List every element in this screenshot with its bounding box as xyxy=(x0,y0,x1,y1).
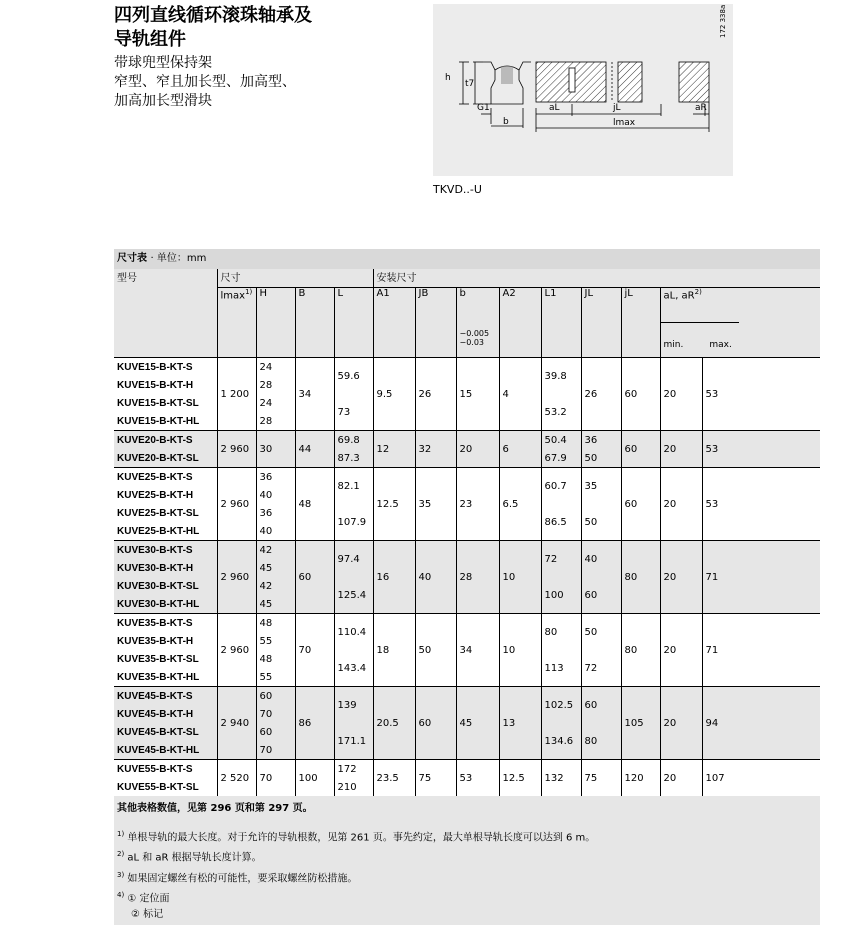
cell-model: KUVE15-B-KT-H xyxy=(117,379,194,391)
drawing-code: 172 338a xyxy=(719,4,727,38)
cell-l: 210 xyxy=(334,778,373,796)
cell-l1: 67.9 xyxy=(541,449,581,468)
cell-l: 110.4 xyxy=(334,614,373,651)
cell-l: 125.4 xyxy=(334,577,373,614)
table-body xyxy=(114,358,820,797)
cell-h: 24 xyxy=(256,394,295,412)
b-tol-upper: −0.005 xyxy=(459,329,490,338)
cell-l1: 132 xyxy=(541,760,581,797)
drawing-svg xyxy=(433,4,733,176)
cell-l1: 80 xyxy=(541,614,581,651)
cell-l: 172 xyxy=(334,760,373,779)
dimension-table-grid xyxy=(114,269,820,796)
cell-model: KUVE35-B-KT-SL xyxy=(117,653,199,665)
cell-jl-lower: 60 xyxy=(621,358,660,431)
cell-b-width: 100 xyxy=(295,760,334,797)
note-item: $^{4)}$ ① 定位面 xyxy=(117,890,170,905)
cell-a1: 18 xyxy=(373,614,415,687)
cell-model: KUVE55-B-KT-S xyxy=(114,760,217,779)
note-item: ② 标记 xyxy=(131,909,164,921)
cell-b: 34 xyxy=(456,614,499,687)
col-header-model: 型号 xyxy=(117,273,137,284)
cell-h: 45 xyxy=(256,559,295,577)
cell-l1: 100 xyxy=(541,577,581,614)
cell-model: KUVE55-B-KT-SL xyxy=(117,781,199,793)
cell-b: 15 xyxy=(456,358,499,431)
cell-l: 107.9 xyxy=(334,504,373,541)
cell-model: KUVE35-B-KT-H xyxy=(117,635,194,647)
col-header-jl-lower: jL xyxy=(621,288,660,358)
cell-jb: 35 xyxy=(415,468,456,541)
cell-b: 45 xyxy=(456,687,499,760)
cell-max: 71 xyxy=(702,614,820,687)
col-header-al-ar: aL, $aR^{2)}$ min. max. xyxy=(660,288,820,358)
cell-model: KUVE15-B-KT-SL xyxy=(117,397,199,409)
cell-lmax: 2 960 xyxy=(217,614,256,687)
cell-lmax: 2 520 xyxy=(217,760,256,797)
cell-h: 60 xyxy=(256,723,295,741)
cell-b-width: 48 xyxy=(295,468,334,541)
cell-l: 87.3 xyxy=(334,449,373,468)
cell-jl-upper: 80 xyxy=(581,723,621,760)
cell-l1: 60.7 xyxy=(541,468,581,505)
note-item: $^{3)}$ 如果固定螺丝有松的可能性，要采取螺丝防松措施。 xyxy=(117,870,358,884)
cell-jl-lower: 120 xyxy=(621,760,660,797)
cell-min: 20 xyxy=(660,431,702,468)
cell-a2: 10 xyxy=(499,541,541,614)
table-row xyxy=(114,614,820,633)
dimension-table xyxy=(114,249,820,925)
cell-l: 97.4 xyxy=(334,541,373,578)
cell-model: KUVE45-B-KT-S xyxy=(114,687,217,706)
dim-label-b: b xyxy=(503,117,509,127)
technical-drawing xyxy=(433,4,733,176)
cell-a2: 13 xyxy=(499,687,541,760)
cell-b: 53 xyxy=(456,760,499,797)
col-header-a1: A1 xyxy=(373,288,415,358)
cell-jl-lower: 60 xyxy=(621,431,660,468)
table-footer: 其他表格数值，见第 296 页和第 297 页。 xyxy=(114,796,820,820)
cell-h: 40 xyxy=(256,522,295,541)
cell-h: 30 xyxy=(256,431,295,468)
cell-model: KUVE20-B-KT-S xyxy=(114,431,217,450)
dim-label-t7: t7 xyxy=(465,79,475,89)
table-row xyxy=(114,760,820,779)
cell-jl-upper: 35 xyxy=(581,468,621,505)
cell-l1: 53.2 xyxy=(541,394,581,431)
cell-jb: 32 xyxy=(415,431,456,468)
cell-h: 40 xyxy=(256,486,295,504)
cell-jb: 26 xyxy=(415,358,456,431)
cell-jl-upper: 60 xyxy=(581,687,621,724)
table-title: 尺寸表 · 单位：mm xyxy=(114,249,820,269)
cell-a1: 12 xyxy=(373,431,415,468)
cell-b-width: 60 xyxy=(295,541,334,614)
cell-max: 53 xyxy=(702,468,820,541)
cell-jl-upper: 72 xyxy=(581,650,621,687)
col-header-min: min. xyxy=(663,340,684,350)
cell-model: KUVE45-B-KT-H xyxy=(117,708,194,720)
cell-h: 36 xyxy=(256,504,295,522)
group-header-mount: 安装尺寸 xyxy=(373,269,820,288)
cell-h: 36 xyxy=(256,468,295,487)
cell-max: 53 xyxy=(702,431,820,468)
table-row xyxy=(114,468,820,487)
cell-h: 55 xyxy=(256,632,295,650)
drawing-caption: TKVD..-U xyxy=(433,183,482,196)
cell-a1: 16 xyxy=(373,541,415,614)
cell-jl-lower: 80 xyxy=(621,541,660,614)
cell-jl-lower: 80 xyxy=(621,614,660,687)
cell-model: KUVE30-B-KT-S xyxy=(114,541,217,560)
cell-jl-upper: 50 xyxy=(581,614,621,651)
cell-b-width: 86 xyxy=(295,687,334,760)
cell-h: 48 xyxy=(256,650,295,668)
cell-a1: 23.5 xyxy=(373,760,415,797)
col-header-b-width: B xyxy=(295,288,334,358)
cell-l: 73 xyxy=(334,394,373,431)
cell-h: 70 xyxy=(256,760,295,797)
cell-b-width: 70 xyxy=(295,614,334,687)
cell-l: 82.1 xyxy=(334,468,373,505)
title-line-1: 四列直线循环滚珠轴承及 xyxy=(114,5,312,26)
cell-min: 20 xyxy=(660,760,702,797)
cell-h: 28 xyxy=(256,412,295,431)
cell-max: 71 xyxy=(702,541,820,614)
cell-b: 23 xyxy=(456,468,499,541)
col-header-a2: A2 xyxy=(499,288,541,358)
cell-a2: 4 xyxy=(499,358,541,431)
cell-a1: 12.5 xyxy=(373,468,415,541)
cell-l1: 102.5 xyxy=(541,687,581,724)
cell-lmax: 2 960 xyxy=(217,431,256,468)
cell-jl-upper: 36 xyxy=(581,431,621,450)
cell-l1: 134.6 xyxy=(541,723,581,760)
col-header-l1: L1 xyxy=(541,288,581,358)
cell-model: KUVE15-B-KT-S xyxy=(114,358,217,377)
table-row xyxy=(114,431,820,450)
cell-jl-upper: 60 xyxy=(581,577,621,614)
cell-max: 53 xyxy=(702,358,820,431)
col-header-jl-upper: JL xyxy=(581,288,621,358)
cell-jl-upper: 75 xyxy=(581,760,621,797)
cell-a1: 9.5 xyxy=(373,358,415,431)
cell-jb: 75 xyxy=(415,760,456,797)
dim-label-lmax: lmax xyxy=(613,118,636,128)
cell-l: 139 xyxy=(334,687,373,724)
cell-h: 24 xyxy=(256,358,295,377)
cell-model: KUVE25-B-KT-H xyxy=(117,489,194,501)
cell-jb: 40 xyxy=(415,541,456,614)
cell-model: KUVE45-B-KT-HL xyxy=(117,744,200,756)
cell-lmax: 2 940 xyxy=(217,687,256,760)
cell-l: 59.6 xyxy=(334,358,373,395)
cell-jl-upper: 40 xyxy=(581,541,621,578)
cell-model: KUVE35-B-KT-HL xyxy=(117,671,200,683)
cell-l: 143.4 xyxy=(334,650,373,687)
cell-a1: 20.5 xyxy=(373,687,415,760)
note-item: $^{1)}$ 单根导轨的最大长度。对于允许的导轨根数，见第 261 页。事先约定，最大单根导轨长度可以达到 6 m。 xyxy=(117,830,596,844)
cell-min: 20 xyxy=(660,358,702,431)
cell-model: KUVE30-B-KT-H xyxy=(117,562,194,574)
table-notes xyxy=(114,820,820,925)
cell-jl-lower: 105 xyxy=(621,687,660,760)
subtitle-line: 加高加长型滑块 xyxy=(114,93,212,109)
cell-h: 55 xyxy=(256,668,295,687)
cell-jb: 50 xyxy=(415,614,456,687)
dim-label-ar: aR xyxy=(695,103,707,113)
col-header-h: H xyxy=(256,288,295,358)
cell-b-width: 34 xyxy=(295,358,334,431)
cell-lmax: 2 960 xyxy=(217,541,256,614)
dim-label-g1: G1 xyxy=(477,103,490,113)
cell-jl-upper: 26 xyxy=(581,358,621,431)
cell-h: 42 xyxy=(256,577,295,595)
cell-min: 20 xyxy=(660,614,702,687)
cell-h: 28 xyxy=(256,376,295,394)
dim-label-al: aL xyxy=(549,103,560,113)
subtitle-line: 窄型、窄且加长型、加高型、 xyxy=(114,74,296,90)
subtitle-line: 带球兜型保持架 xyxy=(114,55,212,71)
cell-l1: 72 xyxy=(541,541,581,578)
cell-min: 20 xyxy=(660,468,702,541)
page-subtitle xyxy=(114,54,296,111)
cell-model: KUVE30-B-KT-SL xyxy=(117,580,199,592)
cell-h: 42 xyxy=(256,541,295,560)
cell-h: 48 xyxy=(256,614,295,633)
cell-h: 70 xyxy=(256,705,295,723)
cell-model: KUVE25-B-KT-HL xyxy=(117,525,200,537)
group-header-dims: 尺寸 xyxy=(217,269,373,288)
cell-a2: 10 xyxy=(499,614,541,687)
cell-h: 45 xyxy=(256,595,295,614)
col-header-b: b −0.005 −0.03 xyxy=(456,288,499,358)
cell-l: 69.8 xyxy=(334,431,373,450)
cell-jl-upper: 50 xyxy=(581,449,621,468)
cell-b: 28 xyxy=(456,541,499,614)
cell-b: 20 xyxy=(456,431,499,468)
table-row xyxy=(114,358,820,377)
cell-max: 94 xyxy=(702,687,820,760)
cell-model: KUVE25-B-KT-S xyxy=(114,468,217,487)
cell-lmax: 2 960 xyxy=(217,468,256,541)
table-row xyxy=(114,541,820,560)
cell-l1: 50.4 xyxy=(541,431,581,450)
cell-a2: 12.5 xyxy=(499,760,541,797)
col-header-l: L xyxy=(334,288,373,358)
cell-model: KUVE30-B-KT-HL xyxy=(117,598,200,610)
cell-model: KUVE20-B-KT-SL xyxy=(117,452,199,464)
dim-label-jl: jL xyxy=(613,103,621,113)
b-tol-lower: −0.03 xyxy=(459,338,485,347)
dim-label-h: h xyxy=(445,73,451,83)
cell-jl-upper: 50 xyxy=(581,504,621,541)
cell-model: KUVE45-B-KT-SL xyxy=(117,726,199,738)
cell-min: 20 xyxy=(660,541,702,614)
col-header-jb: JB xyxy=(415,288,456,358)
cell-h: 70 xyxy=(256,741,295,760)
cell-model: KUVE35-B-KT-S xyxy=(114,614,217,633)
cell-b-width: 44 xyxy=(295,431,334,468)
cell-a2: 6.5 xyxy=(499,468,541,541)
cell-jl-lower: 60 xyxy=(621,468,660,541)
note-item: $^{2)}$ aL 和 aR 根据导轨长度计算。 xyxy=(117,850,262,864)
cell-max: 107 xyxy=(702,760,820,797)
col-header-max: max. xyxy=(709,340,732,350)
cell-jb: 60 xyxy=(415,687,456,760)
cell-model: KUVE15-B-KT-HL xyxy=(117,415,200,427)
page-title xyxy=(114,4,312,52)
cell-h: 60 xyxy=(256,687,295,706)
table-row xyxy=(114,687,820,706)
cell-l1: 86.5 xyxy=(541,504,581,541)
title-line-2: 导轨组件 xyxy=(114,29,186,50)
cell-lmax: 1 200 xyxy=(217,358,256,431)
cell-l: 171.1 xyxy=(334,723,373,760)
cell-min: 20 xyxy=(660,687,702,760)
cell-l1: 113 xyxy=(541,650,581,687)
col-header-lmax: lmax$^{1)}$ xyxy=(217,288,256,358)
cell-l1: 39.8 xyxy=(541,358,581,395)
cell-a2: 6 xyxy=(499,431,541,468)
cell-model: KUVE25-B-KT-SL xyxy=(117,507,199,519)
